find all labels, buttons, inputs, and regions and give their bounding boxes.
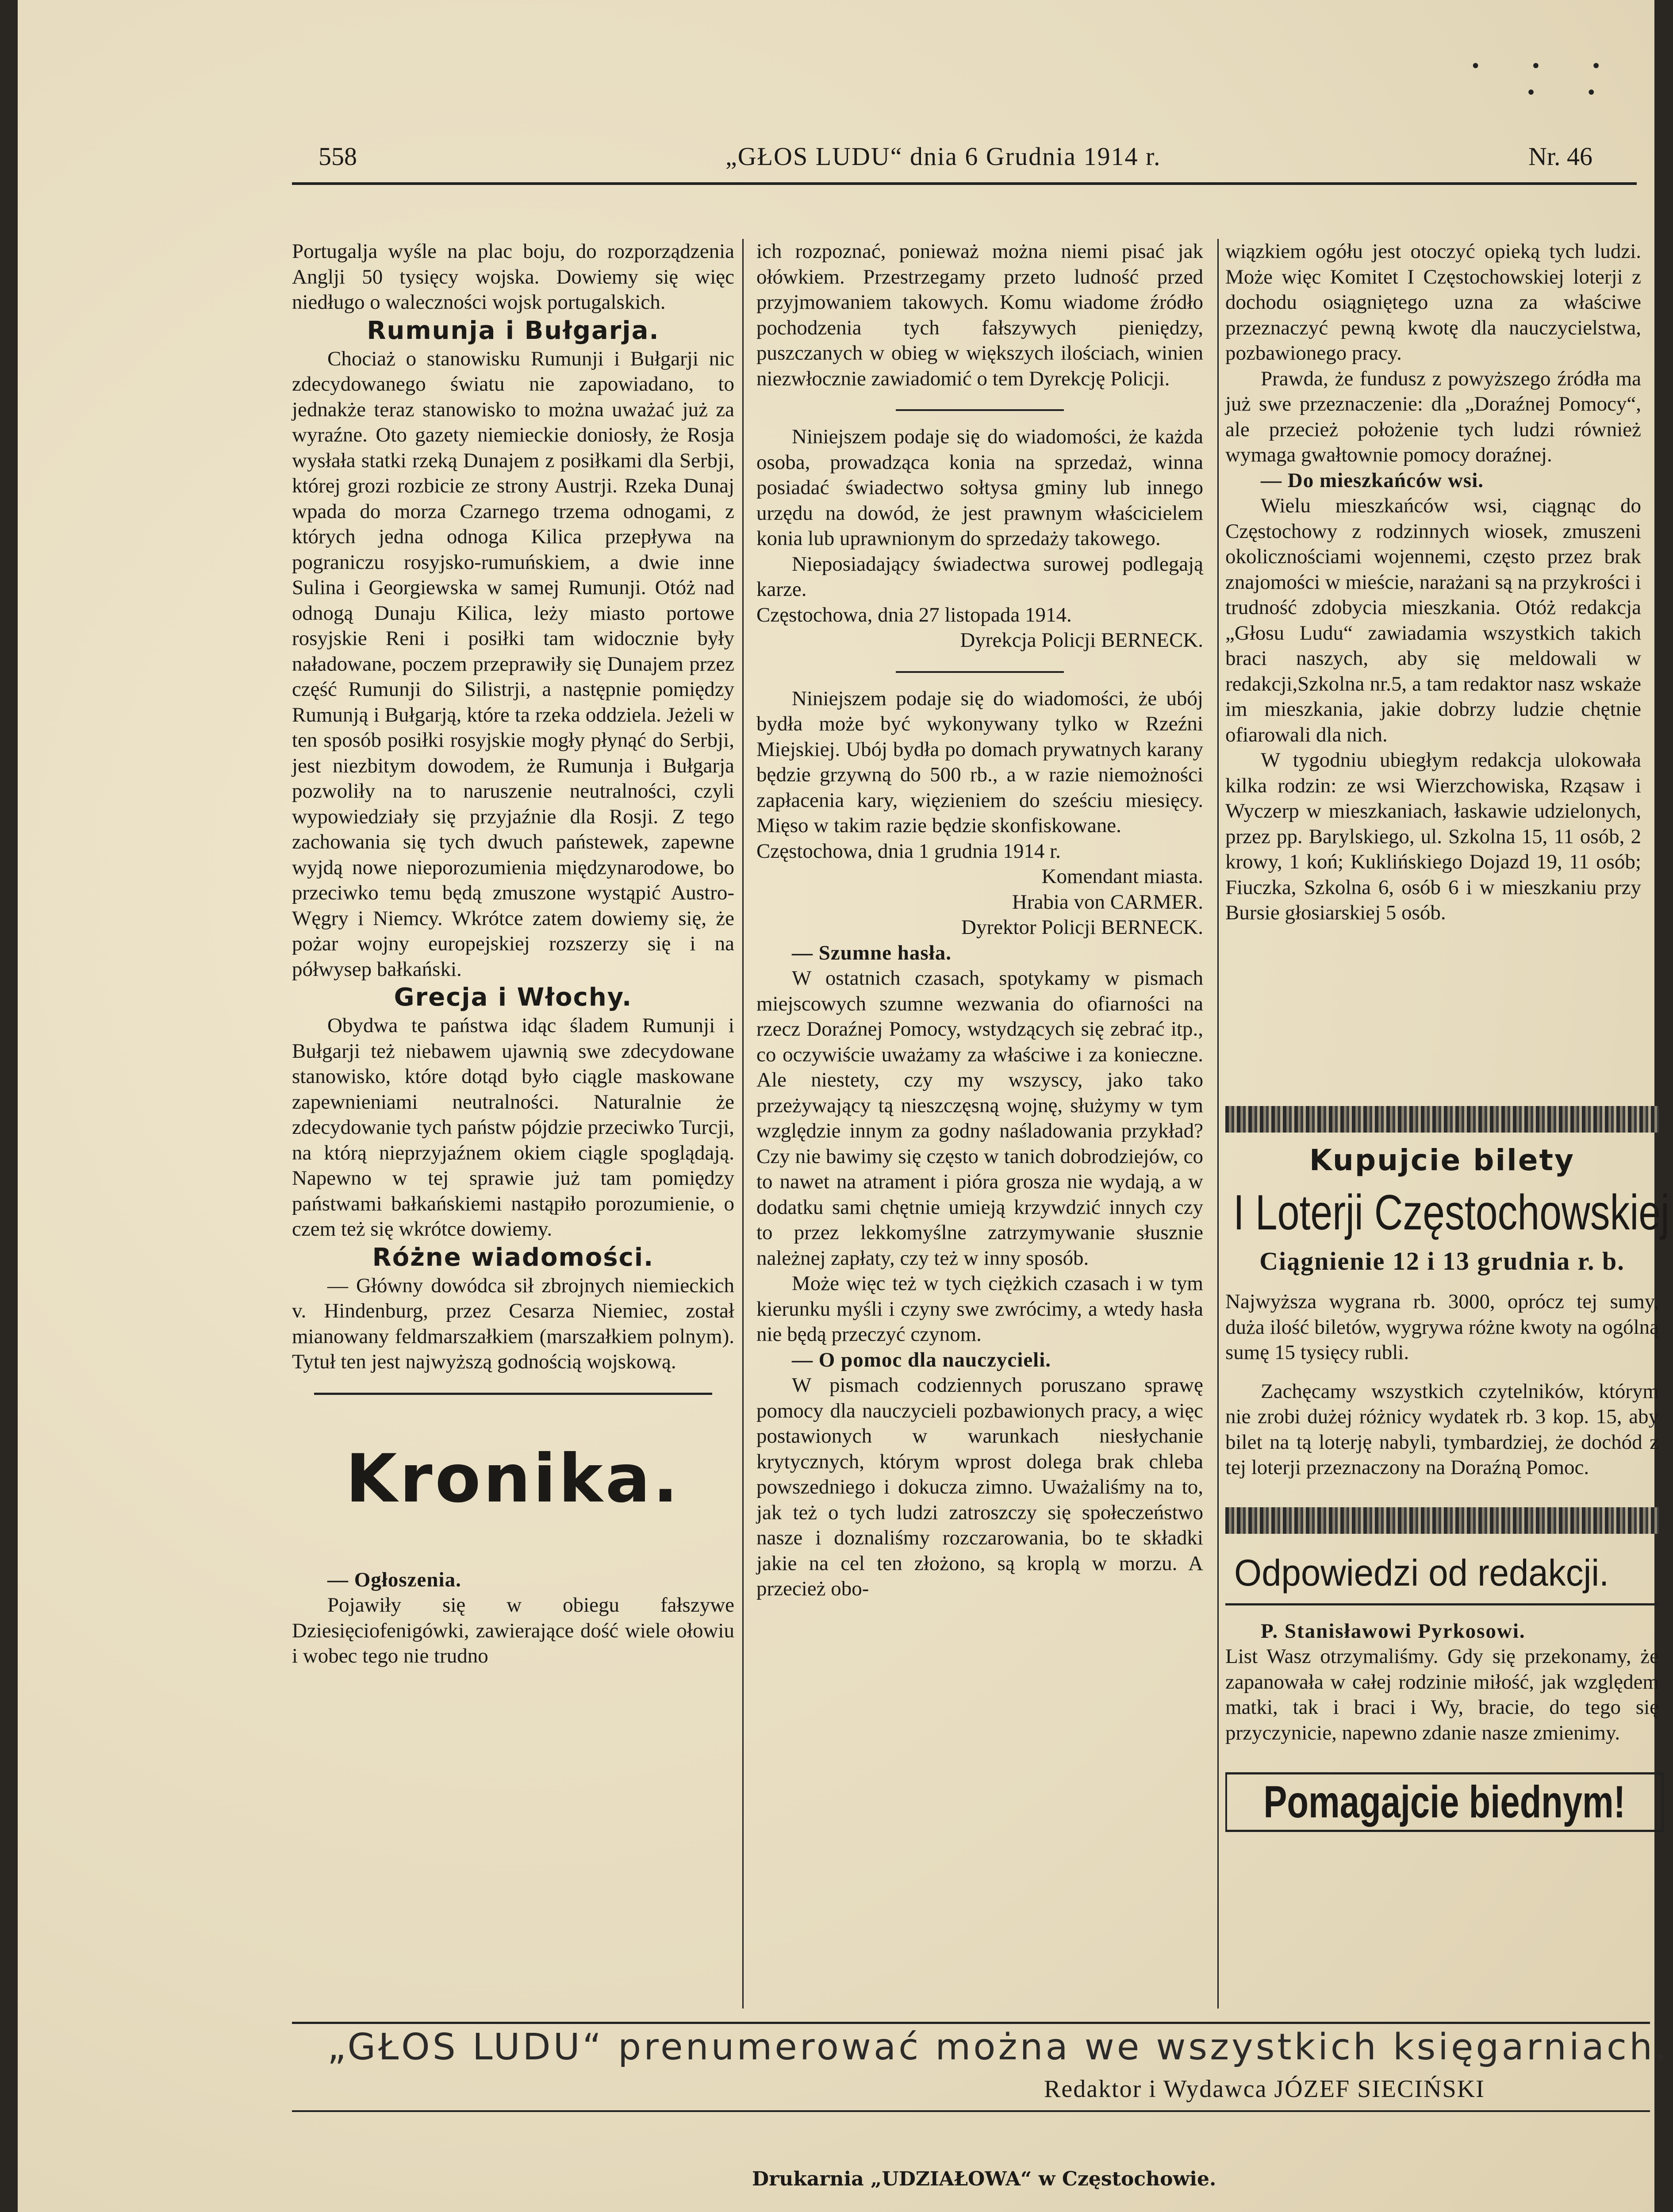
heading-rumunja: Rumunja i Bułgarja. — [367, 316, 660, 345]
section-rule — [314, 1393, 712, 1395]
article-pomoc-cont-2: Prawda, że fundusz z powyższego źródła ma już swe przeznaczenie: dla „Doraźnej Pomocy“, ale przecież położenie tych ludzi również wymaga gwałtownie pomocy doraźnej. — [1225, 367, 1641, 466]
notice-slaughter: Niniejszem podaje się do wiadomości, że ubój bydła może być wykonywany tylko w Rzeźni Miejskiej. Ubój bydła po domach prywatnych karany będzie grzywną do 500 rb., a w razie niemożności zapłacenia kary, więzieniem do sześciu miesięcy. Mięso w takim razie będzie skonfiskowane. — [756, 687, 1203, 837]
subheading-szumne: — Szumne hasła. — [792, 941, 952, 964]
article-portugal: Portugalja wyśle na plac boju, do rozporządzenia Anglji 50 tysięcy wojska. Dowiemy się więc niedługo o waleczności wojsk portugalskich. — [292, 240, 734, 314]
subheading-pomoc: — O pomoc dla nauczycieli. — [792, 1348, 1051, 1371]
article-pomoc: W pismach codziennych poruszano sprawę pomocy dla nauczycieli pozbawionych pracy, a więc postawionych w warunkach niesłychanie krytycznych, którym wprost dolega brak chleba powszedniego i dokucza zimno. Uważaliśmy na to, jak też o tych ludzi zatroszczy się społeczeństwo nasze i doznaliśmy rozczarowania, bo te składki jakie na cel ten złożono, są kroplą w morzu. A przecież obo- — [756, 1374, 1203, 1600]
newspaper-page — [18, 0, 1669, 2212]
column-2 — [756, 239, 1203, 1602]
pomagajcie-banner: Pomagajcie biednym! — [1225, 1772, 1664, 1832]
article-grecja: Obydwa te państwa idąc śladem Rumunji i Bułgarji też niebawem ujawnią swe zdecydowane stanowisko, które dotąd było ciągle maskowane zapewnieniami neutralności. Naturalnie że zdecydowanie tych państw pójdzie przeciwko Turcji, na którą nieprzyjaźnem okiem ciągle spoglądają. Napewno w tej sprawie już tam pomiędzy państwami bałkańskiemi nastąpiło porozumienie, o czem też się wkrótce dowiemy. — [292, 1014, 734, 1240]
ad-line-ciagnienie: Ciągnienie 12 i 13 grudnia r. b. — [1259, 1247, 1625, 1275]
decorative-band — [1225, 1106, 1659, 1133]
signature-komendant: Komendant miasta. — [1041, 865, 1203, 888]
subheading-ogloszenia: — Ogłoszenia. — [327, 1568, 461, 1591]
column-divider-1 — [742, 239, 744, 2008]
printer-line: Drukarnia „UDZIAŁOWA“ w Częstochowie. — [752, 2168, 1216, 2190]
notice-date-1: Częstochowa, dnia 27 listopada 1914. — [756, 603, 1072, 626]
article-rumunja: Chociaż o stanowisku Rumunji i Bułgarji nic zdecydowanego światu nie zapowiadano, to jednakże teraz stanowisko to można uważać już za wyraźne. Oto gazety niemieckie doniosły, że Rosja wysłała statki rzeką Dunajem z posiłkami dla Serbji, której grozi rozbicie ze strony Austrji. Rzeka Dunaj wpada do morza Czarnego trzema odnogami, z których jedna odnoga Kilica przepływa na pograniczu rosyjsko-rumuńskiem, a dwie inne Sulina i Georgiewska w samej Rumunji. Otóż nad odnogą Dunaju Kilica, leży miasto portowe rosyjskie Reni i posiłki tam widocznie były naładowane, poczem przeprawiły się Dunajem przez część Rumunji do Silistrji, a następnie pomiędzy Rumunją i Bułgarją, które ta rzeka oddziela. Jeżeli w ten sposób posiłki rosyjskie mogły płynąć do Serbji, jest niezbitym dowodem, że Rumunja i Bułgarja pozwoliły na to naruszenie neutralności, czyli wypowiedziały się przyjaźnie dla Rosji. Z tego zachowania się tych dwuch państewek, zapewne wyjdą nowe nieporozumienia międzynarodowe, bo przeciwko temu będą zmuszone wystąpić Austro-Węgry i Niemcy. Wkrótce zatem dowiemy się, że pożar wojny europejskiej rozszerzy się i na półwysep bałkański. — [292, 347, 734, 981]
article-mieszkancy: Wielu mieszkańców wsi, ciągnąc do Częstochowy z rodzinnych wiosek, zmuszeni okolicznościami wojennemi, często przez brak znajomości w mieście, narażani są na przykrości i trudność zdobycia mieszkania. Otóż redakcja „Głosu Ludu“ zawiadamia wszystkich takich braci naszych, aby się meldowali w redakcji,Szkolna nr.5, a tam redaktor nasz wskaże im mieszkania, jakie dobrzy ludzie chętnie ofiarowali dla nich. — [1225, 494, 1641, 746]
footer-rule-bottom — [292, 2110, 1650, 2112]
section-title-kronika: Kronika. — [345, 1440, 681, 1517]
column-3 — [1225, 239, 1641, 926]
article-szumne-2: Może więc też w tych ciężkich czasach i w tym kierunku myśli i czyny swe zwrócimy, a wtedy hasła nie będą przeczyć czynom. — [756, 1272, 1203, 1346]
heading-odpowiedzi: Odpowiedzi od redakcji. — [1234, 1551, 1609, 1594]
heading-grecja: Grecja i Włochy. — [394, 983, 633, 1012]
article-ogloszenia: Pojawiły się w obiegu fałszywe Dziesięciofenigówki, zawierające dość wiele ołowiu i wobec tego nie trudno — [292, 1594, 734, 1667]
ad-line-kupujcie: Kupujcie bilety — [1309, 1143, 1575, 1177]
ad-line-loterji: I Loterji Częstochowskiej — [1233, 1185, 1669, 1240]
article-mieszkancy-2: W tygodniu ubiegłym redakcja ulokowała kilka rodzin: ze wsi Wierzchowiska, Rząsaw i Wyczerp w mieszkaniach, łaskawie udzielonych, przez pp. Barylskiego, ul. Szkolna 15, 11 osób, 2 krowy, 1 koń; Kuklińskiego Dojazd 19, 11 osób; Fiuczka, Szkolna 6, osób 6 i w mieszkaniu przy Bursie głosiarskiej 5 osób. — [1225, 749, 1641, 924]
heading-rozne: Różne wiadomości. — [372, 1243, 654, 1272]
column-1 — [292, 239, 734, 1669]
notice-date-2: Częstochowa, dnia 1 grudnia 1914 r. — [756, 839, 1061, 863]
ink-specks: • • • • • — [1470, 56, 1623, 103]
article-hindenburg: — Główny dowódca sił zbrojnych niemieckich v. Hindenburg, przez Cesarza Niemiec, został mianowany feldmarszałkiem (marszałkiem polnym). Tytuł ten jest najwyższą godnością wojskową. — [292, 1274, 734, 1373]
separator — [896, 409, 1064, 411]
lottery-advertisement — [1225, 1106, 1669, 1832]
page-number: 558 — [318, 142, 357, 171]
reply-recipient: P. Stanisławowi Pyrkosowi. — [1261, 1619, 1526, 1643]
masthead-date: „GŁOS LUDU“ dnia 6 Grudnia 1914 r. — [725, 142, 1161, 171]
page-header — [301, 133, 1610, 181]
notice-horses-penalty: Nieposiadający świadectwa surowej podlegają karze. — [756, 552, 1203, 601]
section-rule — [1225, 1603, 1659, 1605]
subheading-mieszkancy: — Do mieszkańców wsi. — [1261, 469, 1484, 492]
ad-prize-text: Najwyższa wygrana rb. 3000, oprócz tej sumy, duża ilość biletów, wygrywa różne kwoty na ogólną sumę 15 tysięcy rubli. — [1225, 1290, 1659, 1364]
editor-line: Redaktor i Wydawca JÓZEF SIECIŃSKI — [1044, 2075, 1485, 2103]
article-szumne: W ostatnich czasach, spotykamy w pismach miejscowych szumne wezwania do ofiarności na rzecz Doraźnej Pomocy, wstydzących się zebrać itp., co oczywiście uważamy za właściwe i za konieczne. Ale niestety, czy my wszyscy, jako tako przeżywający tą nieszczęsną wojnę, służymy w tym względzie innym za godny naśladowania przykład? Czy nie bawimy się często w tanich dobrodziejów, co to nawet na atrament i pióra grosza nie wydają, a w dodatku sami chętnie umieją krzywdzić innych czy to przez lekkomyślne zatrzymywanie słusznie należnej zapłaty, czy też w inny sposób. — [756, 967, 1203, 1270]
signature-carmer: Hrabia von CARMER. — [1012, 890, 1203, 914]
column-divider-2 — [1217, 239, 1219, 2008]
decorative-band — [1225, 1507, 1659, 1534]
reply-text: List Wasz otrzymaliśmy. Gdy się przekonamy, że zapanowała w całej rodzinie miłość, jak względem matki, tak i braci i Wy, bracie, do tego się przyczynicie, napewno zdanie nasze zmienimy. — [1225, 1645, 1659, 1744]
article-fake-coins: ich rozpoznać, ponieważ można niemi pisać jak ołówkiem. Przestrzegamy przeto ludność przed przyjmowaniem takowych. Komu wiadome źródło pochodzenia tych fałszywych pieniędzy, puszczanych w obieg w większych ilościach, winien niezwłocznie zawiadomić o tem Dyrekcję Policji. — [756, 240, 1203, 390]
article-pomoc-cont: wiązkiem ogółu jest otoczyć opieką tych ludzi. Może więc Komitet I Częstochowskiej loterji z dochodu osiągniętego uzna za właściwe przeznaczyć pewną kwotę dla nauczycielstwa, pozbawionego pracy. — [1225, 240, 1641, 365]
signature-berneck-1: Dyrekcja Policji BERNECK. — [960, 629, 1203, 652]
separator — [896, 671, 1064, 673]
footer-rule-top — [292, 2022, 1650, 2024]
signature-berneck-2: Dyrektor Policji BERNECK. — [961, 916, 1203, 939]
notice-horses: Niniejszem podaje się do wiadomości, że każda osoba, prowadząca konia na sprzedaż, winna posiadać świadectwo sołtysa gminy lub innego urzędu na dowód, że jest prawnym właścicielem konia lub uprawnionym do sprzedaży takowego. — [756, 425, 1203, 550]
ad-encourage-text: Zachęcamy wszystkich czytelników, którym nie zrobi dużej różnicy wydatek rb. 3 kop. 15, aby bilet na tą loterję nabyli, tymbardziej, że dochód z tej loterji przeznaczony na Doraźną Pomoc. — [1225, 1379, 1659, 1479]
subscription-banner: „GŁOS LUDU“ prenumerować można we wszystkich księgarniach. — [327, 2026, 1669, 2068]
header-rule — [292, 182, 1637, 185]
issue-number: Nr. 46 — [1528, 142, 1592, 171]
